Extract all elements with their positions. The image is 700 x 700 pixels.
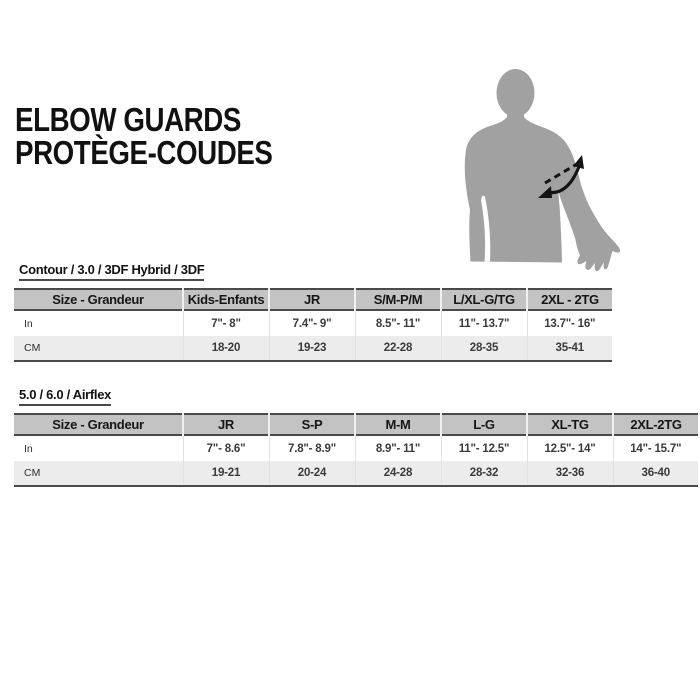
section-title: 5.0 / 6.0 / Airflex (19, 387, 111, 406)
size-value-cell: 22-28 (355, 336, 441, 361)
table-row-cm (14, 336, 612, 361)
page-title-en: ELBOW GUARDS (15, 101, 241, 138)
row-unit-label: CM (24, 467, 41, 479)
size-table (14, 288, 612, 362)
section-title: Contour / 3.0 / 3DF Hybrid / 3DF (19, 262, 204, 281)
size-value-cell: 12.5"- 14" (527, 435, 613, 461)
torso-silhouette-icon (430, 50, 680, 280)
size-value-cell: 19-21 (183, 461, 269, 486)
column-header: L/XL-G/TG (441, 289, 527, 310)
column-header-size-grandeur: Size - Grandeur (52, 292, 144, 307)
size-table (14, 413, 698, 487)
size-value-cell: 28-32 (441, 461, 527, 486)
row-unit-label: In (24, 442, 33, 455)
size-value-cell: 36-40 (613, 461, 698, 486)
size-value-cell: 19-23 (269, 336, 355, 361)
size-value-cell: 28-35 (441, 336, 527, 361)
size-value-cell: 18-20 (183, 336, 269, 361)
column-header: S/M-P/M (355, 289, 441, 310)
size-value-cell: 35-41 (527, 336, 612, 361)
size-value-cell: 8.5"- 11" (355, 310, 441, 336)
column-header: S-P (269, 414, 355, 435)
size-value-cell: 13.7"- 16" (527, 310, 612, 336)
page-title (15, 103, 272, 169)
table-row-cm (14, 461, 698, 486)
column-header: 2XL-2TG (613, 414, 698, 435)
column-header: JR (269, 289, 355, 310)
size-value-cell: 7.8"- 8.9" (269, 435, 355, 461)
column-header: L-G (441, 414, 527, 435)
size-value-cell: 20-24 (269, 461, 355, 486)
size-value-cell: 11"- 12.5" (441, 435, 527, 461)
size-value-cell: 7.4"- 9" (269, 310, 355, 336)
size-value-cell: 7"- 8" (183, 310, 269, 336)
header-row (14, 289, 612, 310)
column-header: Kids-Enfants (183, 289, 269, 310)
row-unit-label: In (24, 317, 33, 330)
size-value-cell: 8.9"- 11" (355, 435, 441, 461)
column-header: M-M (355, 414, 441, 435)
size-table-section-1 (14, 386, 698, 487)
size-value-cell: 32-36 (527, 461, 613, 486)
column-header: XL-TG (527, 414, 613, 435)
size-tables (14, 261, 698, 487)
column-header-size-grandeur: Size - Grandeur (52, 417, 144, 432)
size-value-cell: 7"- 8.6" (183, 435, 269, 461)
column-header: 2XL - 2TG (527, 289, 612, 310)
size-value-cell: 11"- 13.7" (441, 310, 527, 336)
column-header: JR (183, 414, 269, 435)
elbow-measurement-figure (430, 50, 680, 280)
size-value-cell: 24-28 (355, 461, 441, 486)
table-row-in (14, 435, 698, 461)
row-unit-label: CM (24, 342, 41, 354)
size-table-section-0 (14, 261, 698, 362)
table-row-in (14, 310, 612, 336)
header-row (14, 414, 698, 435)
size-value-cell: 14"- 15.7" (613, 435, 698, 461)
page-title-fr: PROTÈGE-COUDES (15, 134, 273, 171)
